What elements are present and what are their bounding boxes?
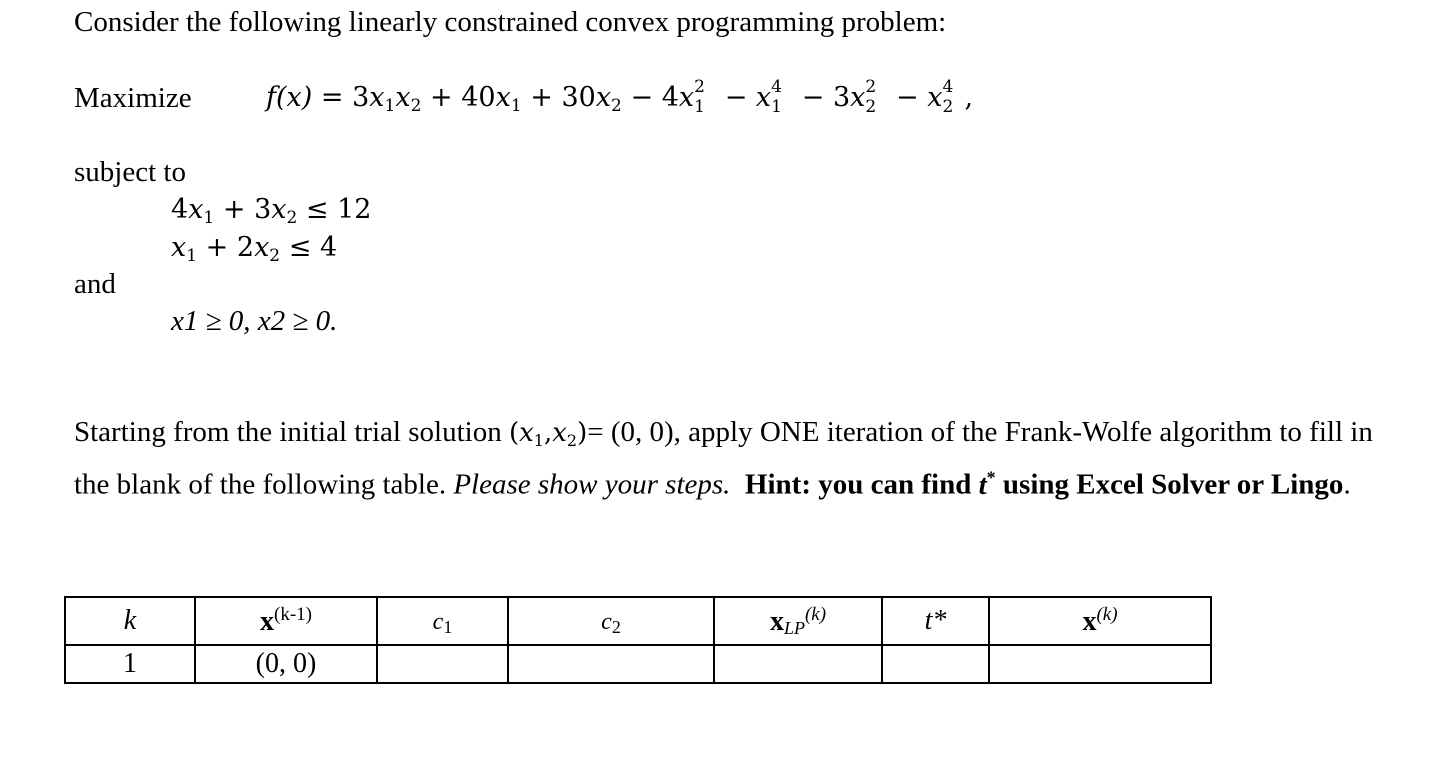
subject-to-label: subject to: [74, 156, 186, 188]
instr-sub: 1: [533, 431, 544, 450]
term-sup: 4: [771, 77, 782, 97]
term-supsub: [865, 77, 887, 117]
frank-wolfe-table: [64, 596, 1212, 684]
header-c2: [508, 597, 714, 645]
header-c1: [377, 597, 508, 645]
c2-coef: 2: [236, 232, 255, 263]
term-coef: 4: [661, 82, 679, 113]
term-sub: 2: [865, 97, 877, 117]
header-c1-sub: 1: [443, 616, 453, 637]
maximize-label: Maximize: [74, 82, 192, 114]
term-var: x: [395, 82, 411, 113]
term-op: +: [530, 82, 553, 113]
term-coef: 3: [352, 82, 370, 113]
header-x-prev: [195, 597, 377, 645]
header-x-text: x: [260, 606, 274, 637]
cell-c2[interactable]: [508, 645, 714, 683]
term-supsub: [694, 77, 716, 117]
c2-op: +: [205, 232, 229, 263]
instr-text: = (0, 0), apply ONE iteration of the Frank-Wolfe algorithm to fill in the blank of the following table.: [74, 416, 1373, 501]
header-xlp-sup: (k): [804, 603, 827, 625]
constraint-1: [171, 196, 371, 227]
header-c2-sub: 2: [611, 616, 621, 637]
term-sub: 1: [384, 96, 396, 116]
instr-var: x: [552, 418, 567, 448]
header-k-text: k: [123, 605, 137, 636]
c1-sub: 1: [203, 208, 215, 228]
instr-hint: Hint: you can find: [744, 468, 979, 501]
objective-function: [266, 77, 974, 117]
instr-paren: ): [577, 418, 588, 448]
c2-rhs: 4: [319, 232, 338, 263]
instr-italic: Please show your steps.: [453, 468, 731, 501]
header-x-sup: (k-1): [274, 604, 312, 625]
instr-space: [730, 469, 745, 501]
and-label: and: [74, 268, 116, 300]
term-sub: 2: [410, 96, 422, 116]
c1-rel: ≤: [305, 194, 329, 225]
header-t-text: t*: [924, 605, 947, 636]
c2-var: x: [254, 232, 270, 263]
term-var: x: [927, 82, 943, 113]
instr-t: t: [978, 468, 987, 501]
header-c1-text: c: [432, 608, 444, 635]
instr-end: .: [1343, 468, 1351, 501]
header-xk-text: x: [1082, 606, 1097, 637]
c1-var: x: [271, 194, 287, 225]
table-row: [65, 645, 1211, 683]
term-sub: 2: [942, 97, 954, 117]
term-coef: 40: [461, 82, 496, 113]
instr-star: *: [986, 467, 996, 487]
term-sub: 2: [611, 96, 622, 116]
c1-coef: 4: [171, 194, 189, 225]
cell-xk[interactable]: [989, 645, 1211, 683]
term-supsub: [771, 77, 793, 117]
cell-c1[interactable]: [377, 645, 508, 683]
term-var: x: [755, 82, 772, 113]
term-var: x: [678, 82, 695, 113]
term-sub: 1: [694, 97, 705, 117]
term-op: −: [801, 82, 825, 113]
intro-text: Consider the following linearly constrained convex programming problem:: [74, 6, 947, 38]
c1-rhs: 12: [337, 194, 372, 225]
cell-t[interactable]: [882, 645, 989, 683]
c1-sub: 2: [286, 208, 298, 228]
table-header-row: [65, 597, 1211, 645]
constraint-2: [171, 234, 337, 265]
term-sub: 1: [510, 96, 522, 116]
c1-coef: 3: [254, 194, 272, 225]
term-op: +: [430, 82, 453, 113]
instr-comma: ,: [543, 418, 553, 448]
instr-math: [509, 418, 587, 448]
instr-var: x: [519, 418, 534, 448]
header-xk-sup: (k): [1096, 604, 1118, 625]
c2-sub: 2: [269, 246, 281, 266]
cell-x-prev: (0, 0): [195, 645, 377, 683]
c2-sub: 1: [186, 246, 198, 266]
header-xlp-text: x: [769, 605, 784, 637]
term-coef: 3: [832, 82, 851, 113]
objective-lhs: f(x) =: [266, 82, 344, 113]
term-var: x: [595, 82, 612, 113]
term-sub: 1: [771, 97, 782, 117]
instr-hint-t: [979, 469, 996, 501]
instructions-paragraph: [74, 414, 1374, 503]
term-coef: 30: [561, 82, 596, 113]
term-supsub: [942, 77, 964, 117]
term-end: ,: [964, 82, 974, 113]
c1-op: +: [222, 194, 246, 225]
term-var: x: [369, 82, 385, 113]
term-var: x: [850, 82, 866, 113]
header-c2-text: c: [601, 608, 612, 635]
header-xk: [989, 597, 1211, 645]
header-xlp-sub: LP: [783, 617, 805, 638]
c2-rel: ≤: [288, 232, 312, 263]
nonnegativity-constraint: x1 ≥ 0, x2 ≥ 0.: [171, 305, 338, 337]
instr-paren: (: [508, 418, 520, 448]
term-op: −: [724, 82, 748, 113]
term-op: −: [630, 82, 654, 113]
instr-sub: 2: [566, 431, 578, 450]
header-k: [65, 597, 195, 645]
term-sup: 2: [694, 77, 705, 97]
header-t: [882, 597, 989, 645]
c1-var: x: [188, 194, 204, 225]
term-sup: 2: [865, 77, 877, 97]
cell-k: 1: [65, 645, 195, 683]
cell-xlp[interactable]: [714, 645, 882, 683]
term-sup: 4: [942, 77, 954, 97]
term-op: −: [895, 82, 919, 113]
c2-var: x: [171, 232, 187, 263]
instr-hint: using Excel Solver or Lingo: [995, 468, 1344, 501]
instr-text: Starting from the initial trial solution: [74, 416, 509, 448]
header-xlp: [714, 597, 882, 645]
term-var: x: [495, 82, 511, 113]
